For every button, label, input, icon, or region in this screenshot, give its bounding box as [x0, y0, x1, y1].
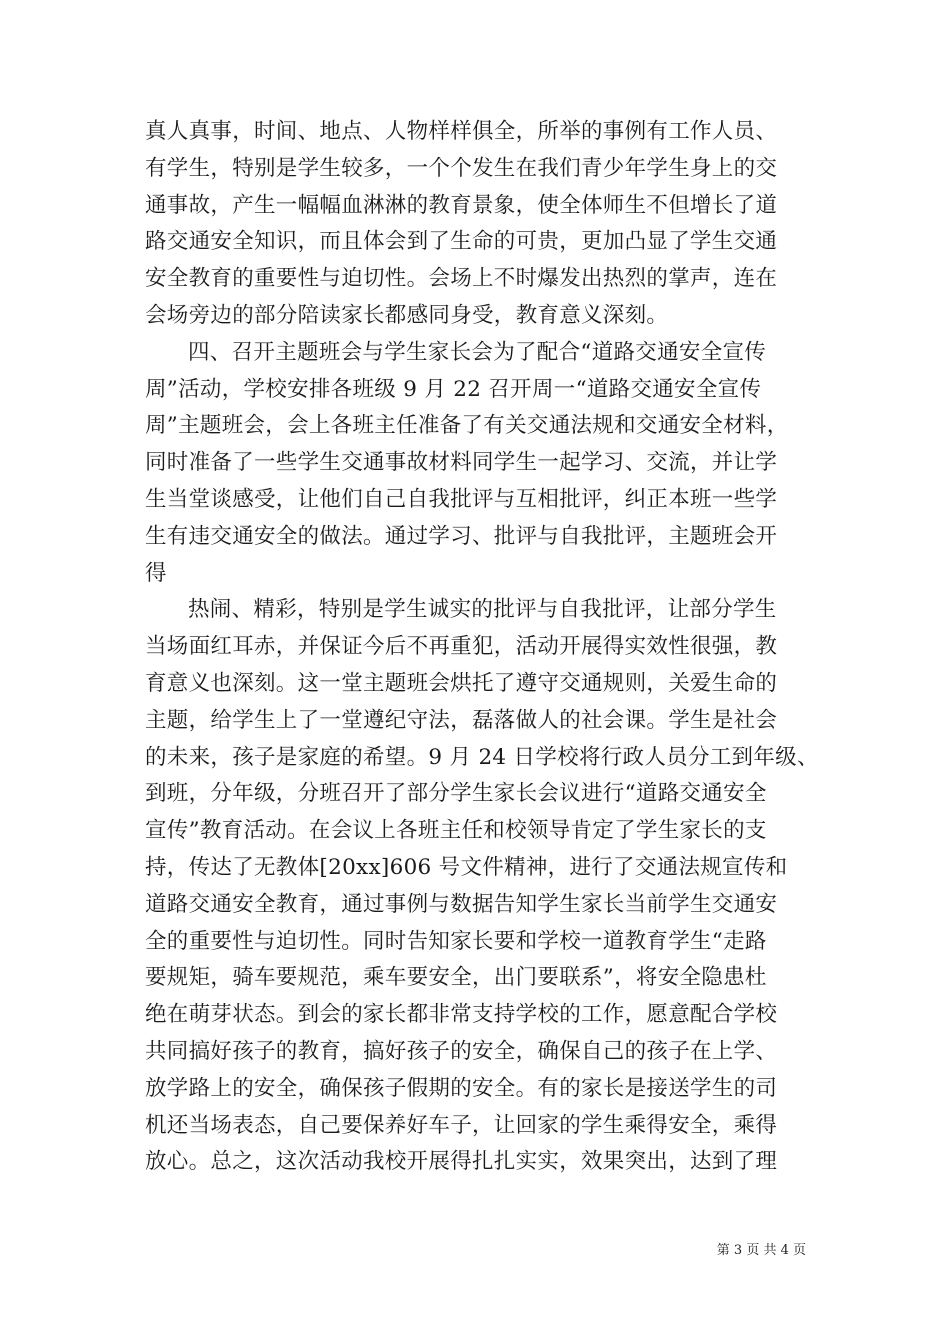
text-line: 四、召开主题班会与学生家长会为了配合“道路交通安全宣传: [188, 339, 767, 365]
text-line: 道路交通安全教育，通过事例与数据告知学生家长当前学生交通安: [145, 891, 778, 917]
text-line: 宣传”教育活动。在会议上各班主任和校领导肯定了学生家长的支: [145, 818, 767, 844]
text-line: 机还当场表态，自己要保养好车子，让回家的学生乘得安全，乘得: [145, 1112, 778, 1138]
text-line: 安全教育的重要性与迫切性。会场上不时爆发出热烈的掌声，连在: [145, 266, 778, 292]
text-line: 持，传达了无教体[20xx]606 号文件精神，进行了交通法规宣传和: [145, 854, 788, 880]
text-line: 全的重要性与迫切性。同时告知家长要和学校一道教育学生“走路: [145, 928, 767, 954]
text-line: 绝在萌芽状态。到会的家长都非常支持学校的工作，愿意配合学校: [145, 1002, 778, 1028]
body-text: [145, 114, 819, 1181]
text-line: 得: [145, 560, 167, 586]
text-line: 生当堂谈感受，让他们自己自我批评与互相批评，纠正本班一些学: [145, 486, 778, 512]
text-line: 主题，给学生上了一堂遵纪守法，磊落做人的社会课。学生是社会: [145, 707, 778, 733]
text-line: 育意义也深刻。这一堂主题班会烘托了遵守交通规则，关爱生命的: [145, 670, 778, 696]
text-line: 路交通安全知识，而且体会到了生命的可贵，更加凸显了学生交通: [145, 229, 778, 255]
text-line: 真人真事，时间、地点、人物样样俱全，所举的事例有工作人员、: [145, 119, 778, 144]
text-line: 会场旁边的部分陪读家长都感同身受，教育意义深刻。: [145, 302, 669, 328]
text-line: 周”主题班会，会上各班主任准备了有关交通法规和交通安全材料，: [145, 413, 789, 439]
text-line: 生有违交通安全的做法。通过学习、批评与自我批评，主题班会开: [145, 523, 778, 549]
page-number: 第 3 页 共 4 页: [716, 1243, 806, 1258]
text-line: 共同搞好孩子的教育，搞好孩子的安全，确保自己的孩子在上学、: [145, 1038, 778, 1064]
text-line: 同时准备了一些学生交通事故材料同学生一起学习、交流，并让学: [145, 450, 778, 476]
text-line: 要规矩，骑车要规范，乘车要安全，出门要联系”，将安全隐患杜: [145, 965, 767, 991]
text-line: 放心。总之，这次活动我校开展得扎扎实实，效果突出，达到了理: [145, 1149, 778, 1175]
text-line: 有学生，特别是学生较多，一个个发生在我们青少年学生身上的交: [145, 155, 778, 181]
text-line: 到班，分年级，分班召开了部分学生家长会议进行“道路交通安全: [145, 781, 767, 807]
text-line: 通事故，产生一幅幅血淋淋的教育景象，使全体师生不但增长了道: [145, 192, 778, 218]
text-line: 当场面红耳赤，并保证今后不再重犯，活动开展得实效性很强，教: [145, 634, 778, 660]
text-line: 热闹、精彩，特别是学生诚实的批评与自我批评，让部分学生: [188, 597, 777, 623]
text-line: 周”活动，学校安排各班级 9 月 22 召开周一“道路交通安全宣传: [145, 376, 762, 402]
text-line: 的未来，孩子是家庭的希望。9 月 24 日学校将行政人员分工到年级、: [145, 744, 819, 770]
text-line: 放学路上的安全，确保孩子假期的安全。有的家长是接送学生的司: [145, 1075, 778, 1101]
